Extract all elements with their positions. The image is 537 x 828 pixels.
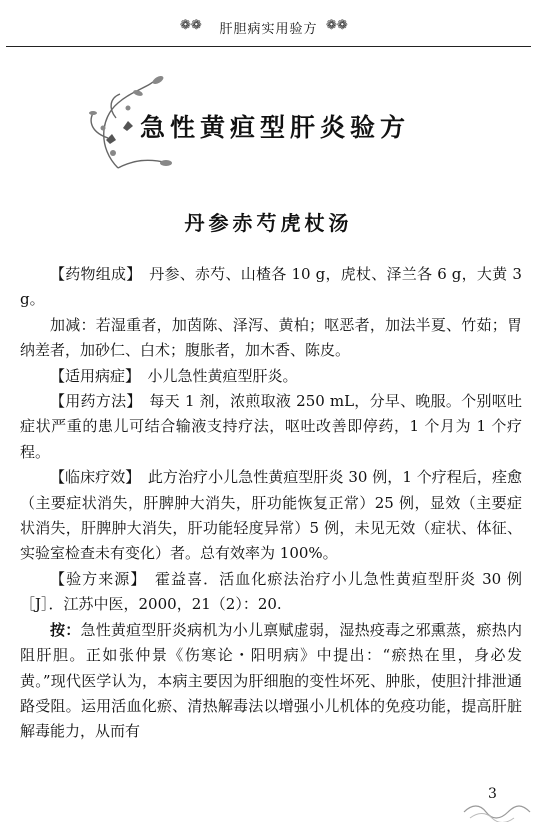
running-header: [0, 0, 537, 52]
composition-tag: 【药物组成】: [50, 265, 134, 283]
note-paragraph: [20, 618, 522, 745]
source-paragraph: [20, 567, 522, 618]
composition-paragraph: [20, 262, 522, 313]
page-number: 3: [488, 786, 497, 802]
modification-paragraph: [20, 313, 522, 364]
note-label: 按：: [50, 620, 81, 639]
usage-text: 每天 1 剂，浓煎取液 250 mL，分早、晚服。个别呕吐症状严重的患儿可结合输液支持疗法，呕吐改善即停药，1 个月为 1 个疗程。: [20, 392, 522, 461]
composition-text: 丹参、赤芍、山楂各 10 g，虎杖、泽兰各 6 g，大黄 3 g。: [20, 265, 522, 309]
modification-label: 加减：: [50, 315, 96, 334]
indication-text: 小儿急性黄疸型肝炎。: [147, 366, 298, 385]
efficacy-paragraph: [20, 465, 522, 567]
indication-paragraph: [20, 364, 522, 389]
wave-ornament-icon: [462, 800, 532, 822]
right-ornament-icon: ❁❁: [326, 18, 348, 33]
source-text: 霍益喜．活血化瘀法治疗小儿急性黄疸型肝炎 30 例［J］．江苏中医，2000，21（2）：20.: [20, 569, 522, 614]
usage-tag: 【用药方法】: [50, 392, 135, 411]
left-ornament-icon: ❁❁: [180, 18, 202, 33]
usage-paragraph: [20, 389, 522, 465]
recipe-title: 丹参赤芍虎杖汤: [184, 211, 353, 235]
header-rule: [6, 46, 531, 47]
efficacy-tag: 【临床疗效】: [50, 468, 133, 487]
efficacy-text: 此方治疗小儿急性黄疸型肝炎 30 例，1 个疗程后，痊愈（主要症状消失，肝脾肿大消失，肝功能恢复正常）25 例，显效（主要症状消失，肝脾肿大消失，肝功能轻度异常）5 例，未见无效（症状、体征、实验室检查未有变化）者。总有效率为 100%。: [20, 468, 522, 563]
note-text: 急性黄疸型肝炎病机为小儿禀赋虚弱，湿热疫毒之邪熏蒸，瘀热内阻肝胆。正如张仲景《伤寒论・阳明病》中提出：“瘀热在里，身必发黄。”现代医学认为，本病主要因为肝细胞的变性坏死、肿胀，使胆汁排泄通路受阻。运用活血化瘀、清热解毒法以增强小儿机体的免疫功能，提高肝脏解毒能力，从而有: [20, 620, 522, 741]
source-tag: 【验方来源】: [50, 569, 139, 588]
indication-tag: 【适用病症】: [50, 366, 133, 385]
body-text: [20, 262, 522, 745]
chapter-title: 急性黄疸型肝炎验方: [140, 113, 411, 142]
modification-text: 若湿重者，加茵陈、泽泻、黄柏；呕恶者，加法半夏、竹茹；胃纳差者，加砂仁、白术；腹胀者，加木香、陈皮。: [20, 315, 522, 360]
running-header-title: 肝胆病实用验方: [219, 22, 318, 37]
